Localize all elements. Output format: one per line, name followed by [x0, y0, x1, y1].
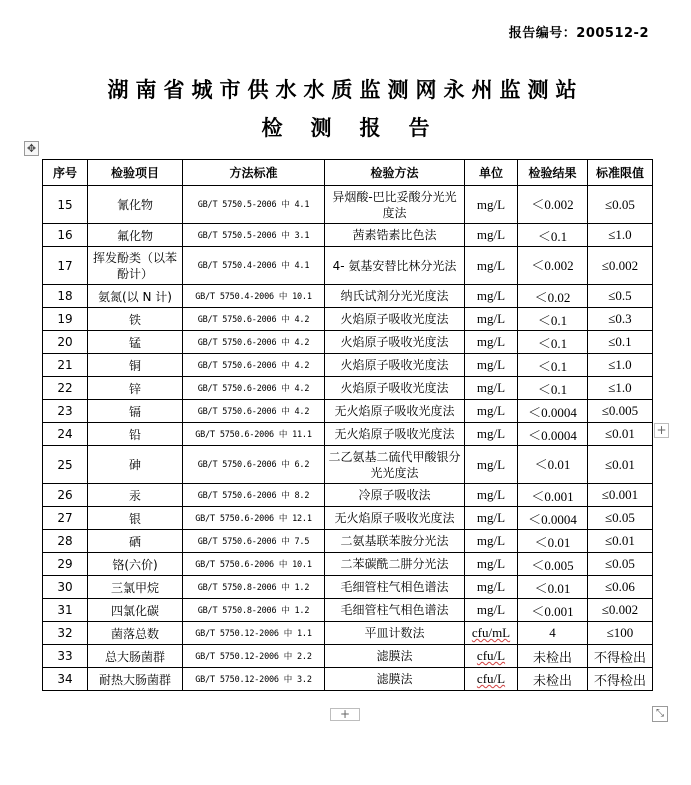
cell-seq: 27: [43, 507, 88, 530]
cell-unit: [465, 645, 518, 668]
cell-result: ＜0.1: [518, 354, 588, 377]
cell-limit: ≤0.1: [588, 331, 653, 354]
cell-item: 铁: [88, 308, 183, 331]
cell-result: 未检出: [518, 668, 588, 691]
cell-seq: 22: [43, 377, 88, 400]
cell-result: ＜0.1: [518, 331, 588, 354]
cell-standard: GB/T 5750.6-2006 中 4.2: [183, 331, 325, 354]
cell-seq: 23: [43, 400, 88, 423]
cell-method: 无火焰原子吸收光度法: [325, 400, 465, 423]
cell-unit: mg/L: [465, 530, 518, 553]
cell-unit: mg/L: [465, 507, 518, 530]
cell-item: 铅: [88, 423, 183, 446]
cell-item: 氰化物: [88, 186, 183, 224]
cell-method: 4- 氨基安替比林分光法: [325, 247, 465, 285]
cell-limit: ≤0.05: [588, 553, 653, 576]
cell-seq: 16: [43, 224, 88, 247]
table-move-handle-icon[interactable]: ✥: [24, 141, 39, 156]
cell-seq: 28: [43, 530, 88, 553]
cell-method: 纳氏试剂分光光度法: [325, 285, 465, 308]
cell-unit: mg/L: [465, 247, 518, 285]
cell-standard: GB/T 5750.4-2006 中 10.1: [183, 285, 325, 308]
cell-item: 铜: [88, 354, 183, 377]
header-standard: 方法标准: [183, 160, 325, 186]
cell-seq: 21: [43, 354, 88, 377]
cell-result: 4: [518, 622, 588, 645]
cell-method: 茜素锆素比色法: [325, 224, 465, 247]
table-header-row: [43, 160, 653, 186]
cell-limit: ≤0.5: [588, 285, 653, 308]
cell-standard: GB/T 5750.12-2006 中 3.2: [183, 668, 325, 691]
cell-limit: ≤0.002: [588, 247, 653, 285]
test-results-table: [42, 159, 653, 691]
report-title-main: 检测报告: [261, 115, 458, 140]
table-row: [43, 507, 653, 530]
cell-item: 镉: [88, 400, 183, 423]
table-row: [43, 354, 653, 377]
cell-item: 锰: [88, 331, 183, 354]
cell-standard: GB/T 5750.6-2006 中 7.5: [183, 530, 325, 553]
add-column-plus-icon[interactable]: +: [654, 423, 669, 438]
cell-method: 滤膜法: [325, 668, 465, 691]
cell-seq: 34: [43, 668, 88, 691]
table-row: [43, 285, 653, 308]
cell-limit: ≤0.01: [588, 446, 653, 484]
cell-standard: GB/T 5750.4-2006 中 4.1: [183, 247, 325, 285]
cell-unit: mg/L: [465, 308, 518, 331]
table-row: [43, 186, 653, 224]
cell-unit-text: cfu/mL: [471, 625, 511, 640]
cell-standard: GB/T 5750.6-2006 中 11.1: [183, 423, 325, 446]
cell-unit-text: cfu/L: [476, 648, 506, 663]
cell-item: 汞: [88, 484, 183, 507]
cell-method: 火焰原子吸收光度法: [325, 331, 465, 354]
header-item: 检验项目: [88, 160, 183, 186]
cell-standard: GB/T 5750.6-2006 中 4.2: [183, 308, 325, 331]
table-row: [43, 576, 653, 599]
cell-seq: 31: [43, 599, 88, 622]
cell-seq: 20: [43, 331, 88, 354]
cell-method: 二乙氨基二硫代甲酸银分光光度法: [325, 446, 465, 484]
cell-result: ＜0.005: [518, 553, 588, 576]
cell-limit: ≤0.002: [588, 599, 653, 622]
cell-limit: ≤1.0: [588, 354, 653, 377]
report-title-organization: 湖南省城市供水水质监测网永州监测站: [107, 77, 584, 102]
header-limit: 标准限值: [588, 160, 653, 186]
table-row: [43, 446, 653, 484]
cell-limit: ≤1.0: [588, 377, 653, 400]
cell-standard: GB/T 5750.8-2006 中 1.2: [183, 576, 325, 599]
cell-seq: 32: [43, 622, 88, 645]
cell-limit: ≤0.01: [588, 423, 653, 446]
cell-seq: 33: [43, 645, 88, 668]
table-row: [43, 668, 653, 691]
cell-result: ＜0.002: [518, 186, 588, 224]
cell-unit: mg/L: [465, 331, 518, 354]
table-row: [43, 400, 653, 423]
header-seq: 序号: [43, 160, 88, 186]
cell-unit: mg/L: [465, 576, 518, 599]
cell-limit: ≤0.06: [588, 576, 653, 599]
header-method: 检验方法: [325, 160, 465, 186]
cell-seq: 29: [43, 553, 88, 576]
cell-seq: 15: [43, 186, 88, 224]
cell-standard: GB/T 5750.6-2006 中 4.2: [183, 400, 325, 423]
cell-item: 挥发酚类（以苯酚计）: [88, 247, 183, 285]
cell-result: ＜0.0004: [518, 400, 588, 423]
cell-result: ＜0.1: [518, 377, 588, 400]
cell-method: 火焰原子吸收光度法: [325, 377, 465, 400]
cell-result: ＜0.1: [518, 224, 588, 247]
cell-result: ＜0.001: [518, 484, 588, 507]
cell-result: ＜0.01: [518, 530, 588, 553]
cell-method: 冷原子吸收法: [325, 484, 465, 507]
cell-method: 二氨基联苯胺分光法: [325, 530, 465, 553]
cell-limit: ≤0.3: [588, 308, 653, 331]
cell-item: 四氯化碳: [88, 599, 183, 622]
cell-result: ＜0.01: [518, 576, 588, 599]
cell-seq: 19: [43, 308, 88, 331]
table-row: [43, 530, 653, 553]
cell-item: 三氯甲烷: [88, 576, 183, 599]
cell-unit: mg/L: [465, 553, 518, 576]
cell-standard: GB/T 5750.12-2006 中 2.2: [183, 645, 325, 668]
cell-standard: GB/T 5750.6-2006 中 10.1: [183, 553, 325, 576]
cell-item: 氟化物: [88, 224, 183, 247]
cell-seq: 17: [43, 247, 88, 285]
cell-method: 无火焰原子吸收光度法: [325, 423, 465, 446]
cell-unit: [465, 668, 518, 691]
cell-item: 砷: [88, 446, 183, 484]
cell-unit: mg/L: [465, 285, 518, 308]
cell-item: 硒: [88, 530, 183, 553]
cell-seq: 18: [43, 285, 88, 308]
cell-unit: mg/L: [465, 354, 518, 377]
cell-limit: ≤0.01: [588, 530, 653, 553]
table-row: [43, 377, 653, 400]
table-row: [43, 224, 653, 247]
cell-unit: mg/L: [465, 423, 518, 446]
cell-limit: ≤100: [588, 622, 653, 645]
cell-limit: 不得检出: [588, 668, 653, 691]
cell-result: ＜0.0004: [518, 507, 588, 530]
cell-seq: 26: [43, 484, 88, 507]
cell-method: 异烟酸-巴比妥酸分光光度法: [325, 186, 465, 224]
cell-item: 氨氮(以 N 计): [88, 285, 183, 308]
cell-standard: GB/T 5750.5-2006 中 4.1: [183, 186, 325, 224]
header-result: 检验结果: [518, 160, 588, 186]
cell-limit: ≤0.05: [588, 507, 653, 530]
cell-standard: GB/T 5750.5-2006 中 3.1: [183, 224, 325, 247]
cell-seq: 24: [43, 423, 88, 446]
cell-standard: GB/T 5750.6-2006 中 8.2: [183, 484, 325, 507]
cell-result: ＜0.0004: [518, 423, 588, 446]
cell-standard: GB/T 5750.6-2006 中 4.2: [183, 354, 325, 377]
cell-method: 无火焰原子吸收光度法: [325, 507, 465, 530]
cell-item: 铬(六价): [88, 553, 183, 576]
cell-limit: ≤1.0: [588, 224, 653, 247]
table-row: [43, 247, 653, 285]
cell-unit: mg/L: [465, 400, 518, 423]
cell-unit: mg/L: [465, 599, 518, 622]
table-row: [43, 553, 653, 576]
cell-method: 平皿计数法: [325, 622, 465, 645]
table-row: [43, 308, 653, 331]
add-row-plus-icon[interactable]: +: [330, 708, 360, 721]
table-row: [43, 622, 653, 645]
cell-unit: [465, 622, 518, 645]
cell-item: 总大肠菌群: [88, 645, 183, 668]
cell-unit: mg/L: [465, 377, 518, 400]
cell-item: 银: [88, 507, 183, 530]
cell-result: ＜0.01: [518, 446, 588, 484]
cell-result: ＜0.02: [518, 285, 588, 308]
cell-standard: GB/T 5750.8-2006 中 1.2: [183, 599, 325, 622]
cell-standard: GB/T 5750.12-2006 中 1.1: [183, 622, 325, 645]
table-resize-handle-icon[interactable]: ⤡: [652, 706, 668, 722]
cell-limit: ≤0.05: [588, 186, 653, 224]
cell-method: 滤膜法: [325, 645, 465, 668]
cell-limit: ≤0.001: [588, 484, 653, 507]
cell-item: 耐热大肠菌群: [88, 668, 183, 691]
cell-method: 毛细管柱气相色谱法: [325, 599, 465, 622]
cell-unit-text: cfu/L: [476, 671, 506, 686]
header-unit: 单位: [465, 160, 518, 186]
table-row: [43, 423, 653, 446]
cell-standard: GB/T 5750.6-2006 中 4.2: [183, 377, 325, 400]
cell-item: 锌: [88, 377, 183, 400]
cell-method: 火焰原子吸收光度法: [325, 354, 465, 377]
table-row: [43, 331, 653, 354]
report-number: 报告编号：200512-2: [508, 26, 649, 41]
cell-unit: mg/L: [465, 186, 518, 224]
cell-unit: mg/L: [465, 446, 518, 484]
cell-result: ＜0.002: [518, 247, 588, 285]
cell-method: 毛细管柱气相色谱法: [325, 576, 465, 599]
cell-limit: 不得检出: [588, 645, 653, 668]
cell-result: ＜0.1: [518, 308, 588, 331]
cell-unit: mg/L: [465, 484, 518, 507]
cell-result: ＜0.001: [518, 599, 588, 622]
cell-method: 二苯碳酰二肼分光法: [325, 553, 465, 576]
table-row: [43, 645, 653, 668]
cell-result: 未检出: [518, 645, 588, 668]
cell-standard: GB/T 5750.6-2006 中 12.1: [183, 507, 325, 530]
cell-method: 火焰原子吸收光度法: [325, 308, 465, 331]
table-row: [43, 599, 653, 622]
cell-standard: GB/T 5750.6-2006 中 6.2: [183, 446, 325, 484]
cell-seq: 25: [43, 446, 88, 484]
cell-limit: ≤0.005: [588, 400, 653, 423]
cell-item: 菌落总数: [88, 622, 183, 645]
cell-seq: 30: [43, 576, 88, 599]
cell-unit: mg/L: [465, 224, 518, 247]
table-row: [43, 484, 653, 507]
